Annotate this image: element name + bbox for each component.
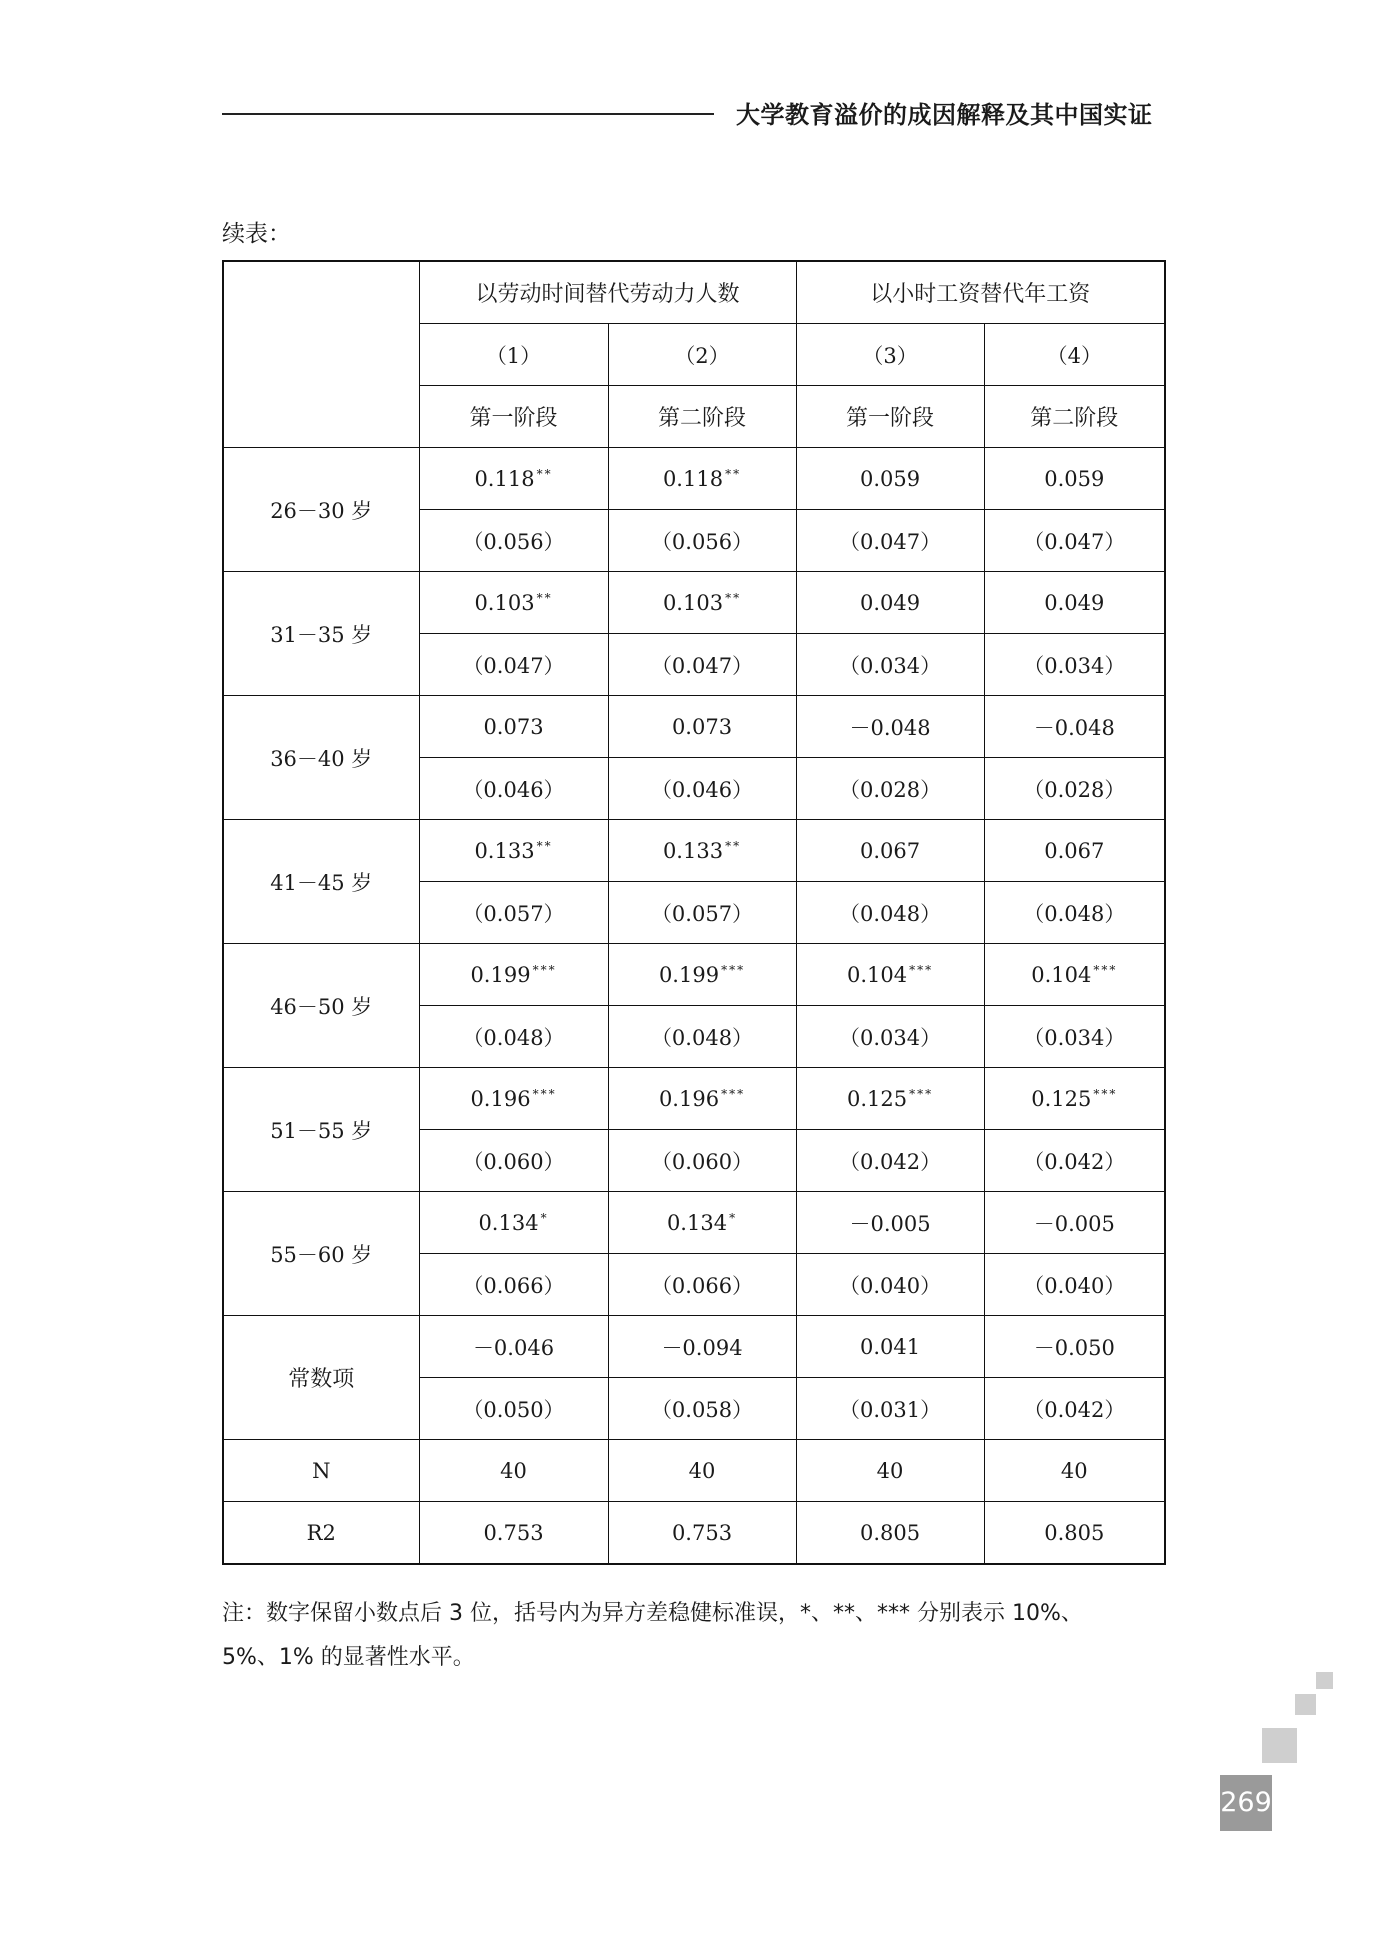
stat-cell: 40 xyxy=(419,1440,608,1502)
row-label: 36－40 岁 xyxy=(223,696,419,820)
se-cell: （0.047） xyxy=(796,510,984,572)
se-cell: （0.034） xyxy=(984,1006,1165,1068)
column-number: （1） xyxy=(419,324,608,386)
coef-value: －0.094 xyxy=(661,1335,743,1360)
significance-stars: ** xyxy=(536,590,553,605)
row-label: 41－45 岁 xyxy=(223,820,419,944)
header-corner-cell xyxy=(223,261,419,448)
stat-cell: 0.805 xyxy=(796,1502,984,1565)
coef-cell xyxy=(796,1192,984,1254)
coef-value: 0.059 xyxy=(859,466,921,491)
coef-cell xyxy=(984,1192,1165,1254)
coef-cell xyxy=(608,820,796,882)
coef-row xyxy=(223,820,1165,882)
se-cell: （0.057） xyxy=(608,882,796,944)
coef-value: 0.049 xyxy=(1044,590,1105,615)
coef-value: 0.133 xyxy=(474,838,535,863)
coef-cell xyxy=(796,944,984,1006)
coef-cell xyxy=(419,820,608,882)
coef-cell xyxy=(984,572,1165,634)
significance-stars: * xyxy=(540,1210,549,1225)
se-cell: （0.050） xyxy=(419,1378,608,1440)
coef-cell xyxy=(984,820,1165,882)
coef-cell xyxy=(984,1068,1165,1130)
continued-table-label: 续表： xyxy=(222,221,291,247)
coef-cell xyxy=(608,572,796,634)
coef-cell xyxy=(608,1316,796,1378)
coef-value: 0.118 xyxy=(662,466,724,491)
se-cell: （0.042） xyxy=(796,1130,984,1192)
significance-stars: *** xyxy=(909,962,934,977)
coef-cell xyxy=(608,1192,796,1254)
coef-row xyxy=(223,1316,1165,1378)
se-cell: （0.056） xyxy=(608,510,796,572)
coef-cell xyxy=(419,696,608,758)
significance-stars: ** xyxy=(725,590,742,605)
column-number: （2） xyxy=(608,324,796,386)
se-cell: （0.034） xyxy=(796,1006,984,1068)
page-number: 269 xyxy=(1220,1775,1272,1831)
coef-value: 0.049 xyxy=(859,590,921,615)
row-label: 26－30 岁 xyxy=(223,448,419,572)
se-cell: （0.042） xyxy=(984,1130,1165,1192)
coef-value: 0.067 xyxy=(859,838,921,863)
regression-table xyxy=(222,260,1166,1565)
coef-value: 0.059 xyxy=(1044,466,1105,491)
coef-value: 0.199 xyxy=(658,962,720,987)
coef-value: 0.134 xyxy=(666,1210,728,1235)
significance-stars: *** xyxy=(532,962,557,977)
se-cell: （0.031） xyxy=(796,1378,984,1440)
significance-stars: *** xyxy=(721,962,746,977)
significance-stars: ** xyxy=(725,838,742,853)
coef-cell xyxy=(608,696,796,758)
coef-value: 0.125 xyxy=(846,1086,908,1111)
row-label: 51－55 岁 xyxy=(223,1068,419,1192)
coef-cell xyxy=(608,944,796,1006)
stage-label: 第一阶段 xyxy=(796,386,984,448)
coef-cell xyxy=(419,944,608,1006)
se-cell: （0.048） xyxy=(984,882,1165,944)
se-cell: （0.040） xyxy=(796,1254,984,1316)
coef-value: 0.104 xyxy=(846,962,908,987)
significance-stars: *** xyxy=(532,1086,557,1101)
se-cell: （0.028） xyxy=(984,758,1165,820)
coef-cell xyxy=(608,448,796,510)
se-cell: （0.048） xyxy=(796,882,984,944)
coef-cell xyxy=(984,1316,1165,1378)
n-row xyxy=(223,1440,1165,1502)
group-header-labor-time: 以劳动时间替代劳动力人数 xyxy=(419,261,796,324)
coef-row xyxy=(223,944,1165,1006)
significance-stars: *** xyxy=(1093,962,1118,977)
significance-stars: *** xyxy=(721,1086,746,1101)
coef-row xyxy=(223,696,1165,758)
running-header-title: 大学教育溢价的成因解释及其中国实证 xyxy=(736,101,1153,129)
coef-value: －0.048 xyxy=(1033,715,1115,740)
coef-cell xyxy=(419,448,608,510)
significance-stars: *** xyxy=(909,1086,934,1101)
se-cell: （0.040） xyxy=(984,1254,1165,1316)
row-label: 常数项 xyxy=(223,1316,419,1440)
coef-cell xyxy=(419,1068,608,1130)
significance-stars: ** xyxy=(536,838,553,853)
stat-cell: 40 xyxy=(608,1440,796,1502)
significance-stars: ** xyxy=(725,466,742,481)
se-cell: （0.048） xyxy=(419,1006,608,1068)
row-label: R2 xyxy=(223,1502,419,1565)
coef-value: －0.050 xyxy=(1033,1335,1115,1360)
column-number: （3） xyxy=(796,324,984,386)
stat-cell: 0.805 xyxy=(984,1502,1165,1565)
se-cell: （0.056） xyxy=(419,510,608,572)
header-rule xyxy=(222,113,714,115)
coef-cell xyxy=(984,448,1165,510)
coef-cell xyxy=(419,1192,608,1254)
coef-cell xyxy=(796,448,984,510)
coef-row xyxy=(223,1068,1165,1130)
row-label: 55－60 岁 xyxy=(223,1192,419,1316)
coef-value: 0.067 xyxy=(1044,838,1105,863)
stat-cell: 40 xyxy=(984,1440,1165,1502)
note-line-1: 注：数字保留小数点后 3 位，括号内为异方差稳健标准误，*、**、*** 分别表示 10%、 xyxy=(222,1601,1083,1626)
se-cell: （0.046） xyxy=(608,758,796,820)
se-cell: （0.057） xyxy=(419,882,608,944)
stat-cell: 40 xyxy=(796,1440,984,1502)
coef-value: 0.118 xyxy=(474,466,535,491)
coef-value: 0.199 xyxy=(470,962,531,987)
coef-cell xyxy=(419,1316,608,1378)
coef-value: －0.046 xyxy=(472,1335,555,1360)
row-label: 46－50 岁 xyxy=(223,944,419,1068)
coef-value: 0.104 xyxy=(1031,962,1092,987)
row-label: 31－35 岁 xyxy=(223,572,419,696)
se-cell: （0.047） xyxy=(984,510,1165,572)
se-cell: （0.060） xyxy=(419,1130,608,1192)
coef-value: 0.103 xyxy=(662,590,724,615)
row-label: N xyxy=(223,1440,419,1502)
coef-cell xyxy=(419,572,608,634)
significance-stars: * xyxy=(729,1210,738,1225)
decor-square-small xyxy=(1316,1672,1333,1689)
se-cell: （0.046） xyxy=(419,758,608,820)
se-cell: （0.066） xyxy=(419,1254,608,1316)
coef-cell xyxy=(608,1068,796,1130)
coef-value: 0.125 xyxy=(1031,1086,1092,1111)
se-cell: （0.048） xyxy=(608,1006,796,1068)
coef-value: －0.005 xyxy=(1033,1211,1115,1236)
stage-label: 第二阶段 xyxy=(984,386,1165,448)
coef-cell xyxy=(796,1068,984,1130)
significance-stars: *** xyxy=(1093,1086,1118,1101)
coef-row xyxy=(223,448,1165,510)
coef-value: 0.196 xyxy=(658,1086,720,1111)
coef-cell xyxy=(796,1316,984,1378)
coef-cell xyxy=(796,820,984,882)
coef-cell xyxy=(984,944,1165,1006)
stat-cell: 0.753 xyxy=(608,1502,796,1565)
se-cell: （0.058） xyxy=(608,1378,796,1440)
coef-value: 0.041 xyxy=(859,1334,921,1359)
coef-cell xyxy=(796,696,984,758)
se-cell: （0.034） xyxy=(984,634,1165,696)
r2-row xyxy=(223,1502,1165,1565)
decor-square-medium xyxy=(1295,1694,1316,1715)
coef-row xyxy=(223,572,1165,634)
coef-value: 0.196 xyxy=(470,1086,531,1111)
se-cell: （0.047） xyxy=(419,634,608,696)
column-number: （4） xyxy=(984,324,1165,386)
stage-label: 第二阶段 xyxy=(608,386,796,448)
group-header-hourly-wage: 以小时工资替代年工资 xyxy=(796,261,1165,324)
coef-value: 0.103 xyxy=(474,590,535,615)
se-cell: （0.066） xyxy=(608,1254,796,1316)
stage-label: 第一阶段 xyxy=(419,386,608,448)
table-header-row xyxy=(223,261,1165,324)
coef-value: 0.073 xyxy=(483,714,544,739)
coef-value: 0.073 xyxy=(671,714,733,739)
se-cell: （0.034） xyxy=(796,634,984,696)
coef-value: 0.133 xyxy=(662,838,724,863)
coef-value: －0.005 xyxy=(849,1211,931,1236)
se-cell: （0.042） xyxy=(984,1378,1165,1440)
se-cell: （0.028） xyxy=(796,758,984,820)
decor-square-large xyxy=(1262,1728,1297,1763)
coef-row xyxy=(223,1192,1165,1254)
coef-cell xyxy=(796,572,984,634)
table-note xyxy=(222,1592,1172,1680)
coef-cell xyxy=(984,696,1165,758)
note-line-2: 5%、1% 的显著性水平。 xyxy=(222,1645,475,1670)
se-cell: （0.060） xyxy=(608,1130,796,1192)
significance-stars: ** xyxy=(536,466,553,481)
stat-cell: 0.753 xyxy=(419,1502,608,1565)
se-cell: （0.047） xyxy=(608,634,796,696)
coef-value: 0.134 xyxy=(478,1210,539,1235)
coef-value: －0.048 xyxy=(849,715,931,740)
